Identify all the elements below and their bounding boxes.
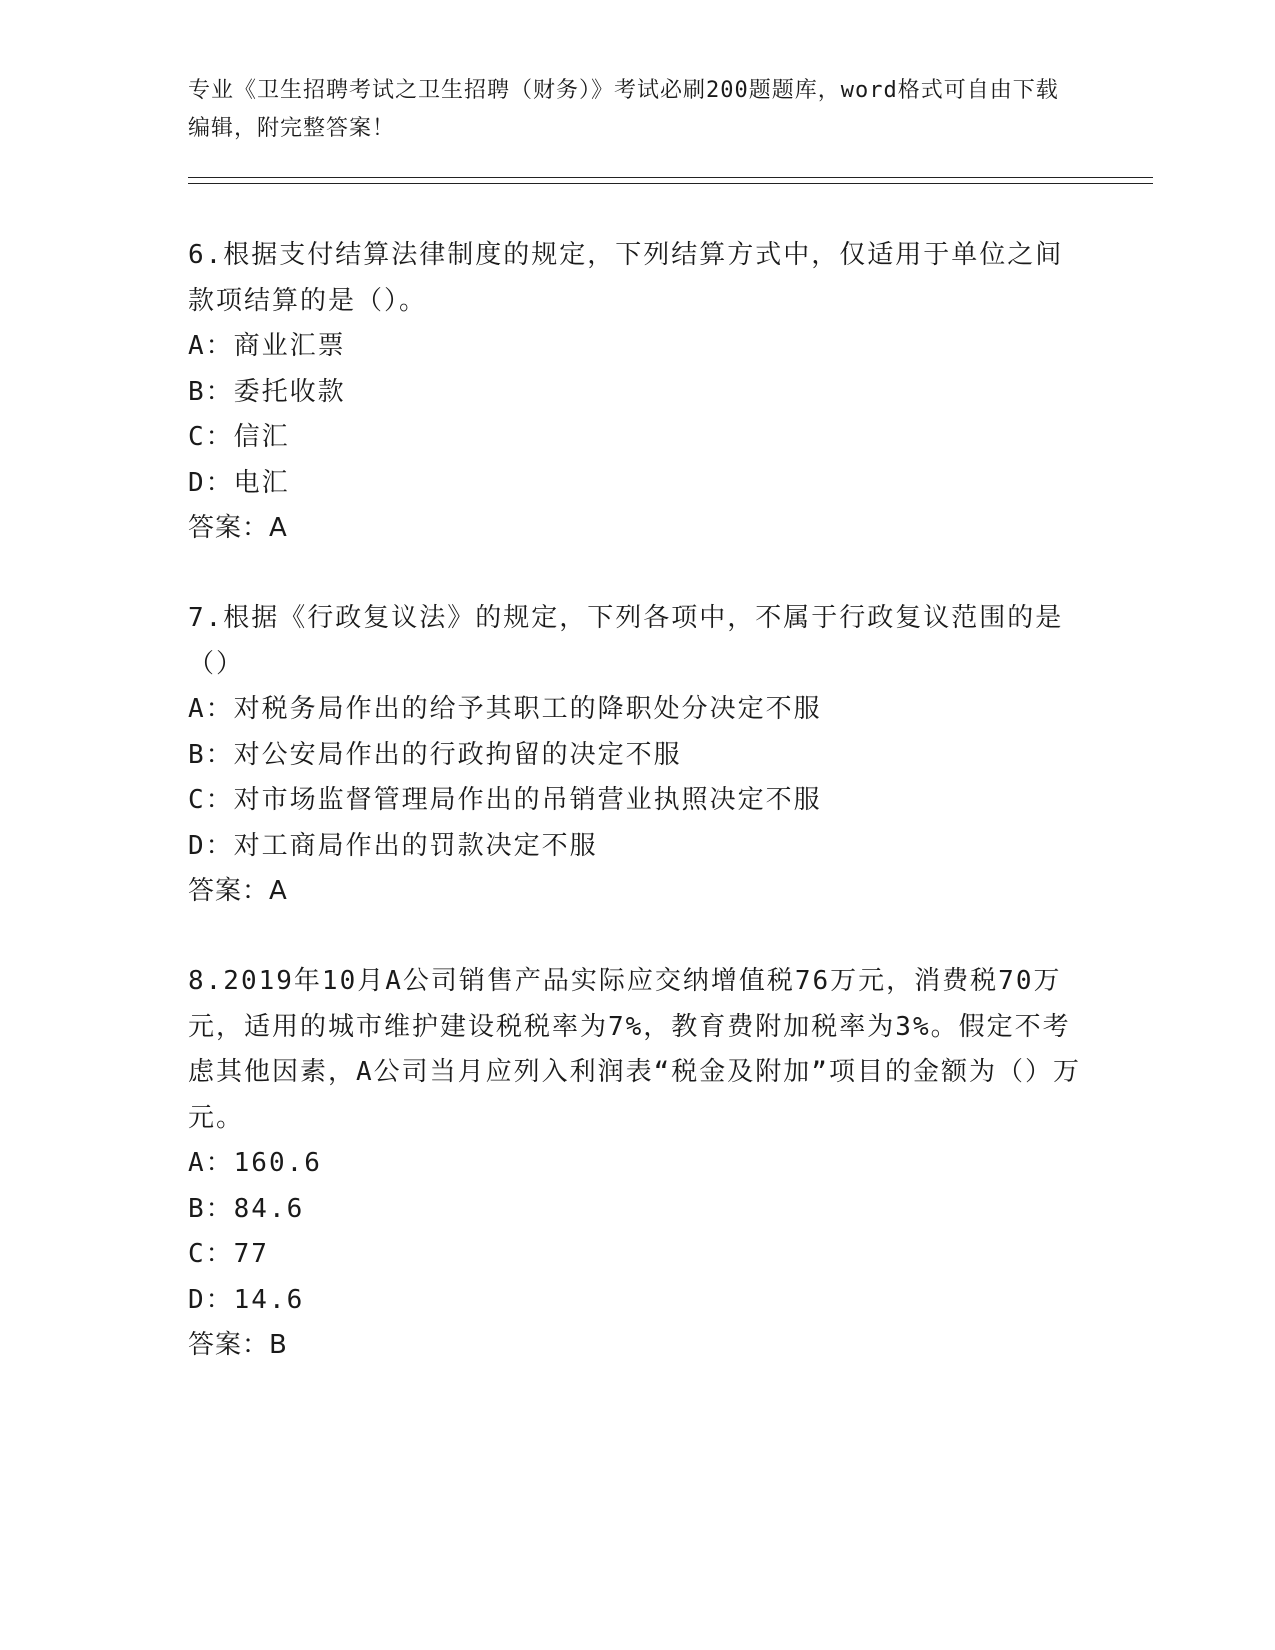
question-stem: 7.根据《行政复议法》的规定，下列各项中，不属于行政复议范围的是（） (188, 603, 1064, 679)
question-stem: 6.根据支付结算法律制度的规定，下列结算方式中，仅适用于单位之间款项结算的是（）。 (188, 240, 1064, 316)
header-divider-bottom (188, 183, 1153, 184)
question-7 (188, 596, 1088, 915)
option-d: D：14.6 (188, 1284, 305, 1315)
answer-line: 答案：A (188, 513, 288, 543)
header-divider-top (188, 177, 1153, 178)
option-a: A：对税务局作出的给予其职工的降职处分决定不服 (188, 694, 822, 724)
option-d: D：对工商局作出的罚款决定不服 (188, 830, 598, 861)
option-d: D：电汇 (188, 467, 290, 498)
option-b: B：对公安局作出的行政拘留的决定不服 (188, 739, 682, 770)
question-stem: 8.2019年10月A公司销售产品实际应交纳增值税76万元，消费税70万元，适用的城市维护建设税税率为7%，教育费附加税率为3%。假定不考虑其他因素，A公司当月应列入利润表“税金及附加”项目的金额为（）万元。 (188, 966, 1081, 1133)
question-8 (188, 959, 1088, 1369)
option-b: B：84.6 (188, 1193, 305, 1224)
option-a: A：160.6 (188, 1148, 322, 1178)
option-c: C：信汇 (188, 422, 290, 452)
answer-line: 答案：A (188, 876, 288, 906)
option-a: A：商业汇票 (188, 331, 346, 361)
document-header (188, 72, 1068, 148)
question-6 (188, 233, 1088, 552)
header-intro-text: 专业《卫生招聘考试之卫生招聘（财务）》考试必刷200题题库，word格式可自由下载编辑，附完整答案！ (188, 78, 1059, 141)
option-b: B：委托收款 (188, 376, 346, 407)
option-c: C：77 (188, 1239, 269, 1269)
answer-line: 答案：B (188, 1330, 288, 1360)
option-c: C：对市场监督管理局作出的吊销营业执照决定不服 (188, 785, 822, 815)
